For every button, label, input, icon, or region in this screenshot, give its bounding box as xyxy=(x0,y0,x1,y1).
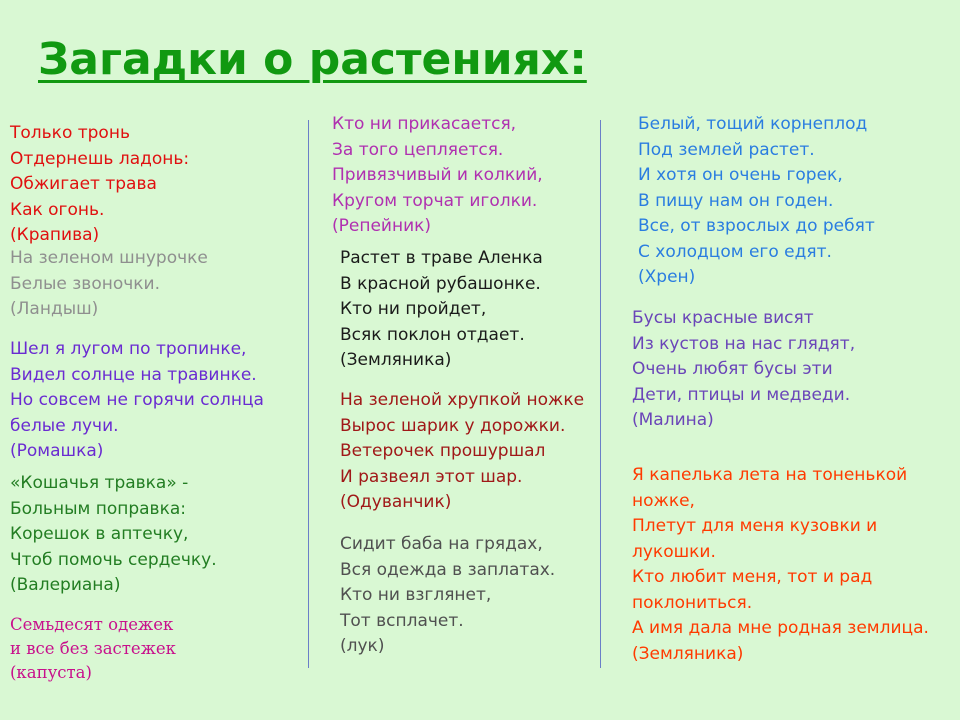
riddle-line: Видел солнце на травинке. xyxy=(10,364,257,385)
riddle-line: Кто любит меня, тот и рад xyxy=(632,567,873,587)
riddle-line: И хотя он очень горек, xyxy=(638,165,843,185)
riddle-line: И развеял этот шар. xyxy=(340,466,523,487)
riddle-line: ножке, xyxy=(632,490,695,511)
riddle-line: Обжигает трава xyxy=(10,174,157,194)
riddle-line: Плетут для меня кузовки и xyxy=(632,516,878,536)
riddle-line: Белый, тощий корнеплод xyxy=(638,114,868,134)
riddle-khren xyxy=(638,112,875,291)
riddle-line: В красной рубашонке. xyxy=(340,273,541,294)
riddle-line: Сидит баба на грядах, xyxy=(340,534,543,554)
riddle-line: Очень любят бусы эти xyxy=(632,359,833,379)
page-title: Загадки о растениях: xyxy=(38,34,587,85)
riddle-line: Чтоб помочь сердечку. xyxy=(10,549,217,570)
riddle-krapiva xyxy=(10,121,189,249)
riddle-line: Но совсем не горячи солнца xyxy=(10,390,264,410)
riddle-romashka xyxy=(10,337,264,465)
riddle-line: (Репейник) xyxy=(332,216,432,236)
riddle-valeriana xyxy=(10,471,217,599)
riddle-line: Вся одежда в заплатах. xyxy=(340,559,556,580)
riddle-line: (Крапива) xyxy=(10,225,100,245)
riddle-line: Ветерочек прошуршал xyxy=(340,441,546,461)
riddle-line: С холодцом его едят. xyxy=(638,241,832,262)
riddle-line: Кругом торчат иголки. xyxy=(332,190,538,211)
riddle-line: А имя дала мне родная землица. xyxy=(632,618,929,638)
riddle-line: лукошки. xyxy=(632,541,716,562)
riddle-line: Больным поправка: xyxy=(10,498,186,519)
riddle-line: Как огонь. xyxy=(10,199,105,220)
riddle-luk xyxy=(340,532,555,660)
riddle-line: Семьдесят одежек xyxy=(10,615,174,634)
riddle-line: В пищу нам он годен. xyxy=(638,190,834,211)
riddle-line: Всяк поклон отдает. xyxy=(340,324,525,345)
riddle-line: Только тронь xyxy=(10,123,130,143)
riddle-repeynik xyxy=(332,112,543,240)
riddle-line: и все без застежек xyxy=(10,639,176,658)
riddle-line: Корешок в аптечку, xyxy=(10,524,189,544)
riddle-oduvanchik xyxy=(340,388,584,516)
riddle-line: Все, от взрослых до ребят xyxy=(638,216,875,236)
riddle-line: (Земляника) xyxy=(340,350,452,370)
riddle-line: белые лучи. xyxy=(10,415,119,436)
riddle-line: Белые звоночки. xyxy=(10,273,161,294)
riddle-line: (лук) xyxy=(340,636,385,656)
riddle-line: Я капелька лета на тоненькой xyxy=(632,465,908,485)
riddle-line: Тот всплачет. xyxy=(340,610,464,631)
riddle-line: «Кошачья травка» - xyxy=(10,473,189,493)
column-divider-left xyxy=(308,120,309,668)
riddle-line: (Малина) xyxy=(632,410,714,430)
riddle-line: (капуста) xyxy=(10,663,92,682)
riddle-line: Кто ни взглянет, xyxy=(340,585,492,605)
riddle-zemlyanika-1 xyxy=(340,246,543,374)
riddle-line: Из кустов на нас глядят, xyxy=(632,333,856,354)
riddle-line: (Хрен) xyxy=(638,267,696,287)
riddle-line: (Валериана) xyxy=(10,575,121,595)
riddle-line: На зеленом шнурочке xyxy=(10,248,208,268)
riddle-line: Вырос шарик у дорожки. xyxy=(340,415,566,436)
riddle-line: Под землей растет. xyxy=(638,139,815,160)
riddle-landysh xyxy=(10,246,208,323)
riddle-line: (Ромашка) xyxy=(10,441,104,461)
riddle-line: Растет в траве Аленка xyxy=(340,248,543,268)
riddle-line: Отдернешь ладонь: xyxy=(10,148,190,169)
riddle-line: Бусы красные висят xyxy=(632,308,814,328)
riddle-line: (Ландыш) xyxy=(10,299,99,319)
riddle-line: (Одуванчик) xyxy=(340,492,452,512)
riddle-line: Привязчивый и колкий, xyxy=(332,165,543,185)
riddle-line: Шел я лугом по тропинке, xyxy=(10,339,247,359)
riddle-line: На зеленой хрупкой ножке xyxy=(340,390,585,410)
riddle-line: Дети, птицы и медведи. xyxy=(632,384,851,405)
riddle-zemlyanika-2 xyxy=(632,463,929,667)
riddle-line: Кто ни пройдет, xyxy=(340,299,487,319)
riddle-malina xyxy=(632,306,855,434)
riddle-line: поклониться. xyxy=(632,592,753,613)
riddle-kapusta xyxy=(10,613,176,685)
column-divider-right xyxy=(600,120,601,668)
riddle-line: (Земляника) xyxy=(632,643,744,664)
riddle-line: Кто ни прикасается, xyxy=(332,114,517,134)
riddle-line: За того цепляется. xyxy=(332,139,504,160)
